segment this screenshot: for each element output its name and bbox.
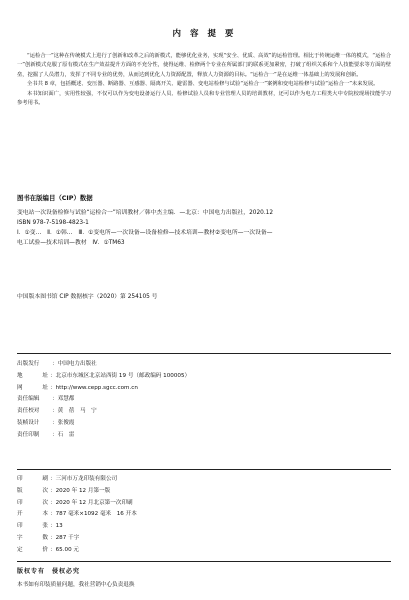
info-label: 印刷	[17, 476, 48, 482]
info-row: 字数 ： 287 千字	[17, 533, 391, 545]
cip-line: ISBN 978-7-5198-4823-1	[17, 220, 89, 226]
info-label: 定价	[17, 546, 48, 553]
cip-block	[17, 193, 391, 248]
info-label: 责任印制	[17, 431, 40, 438]
info-row: 印张 ： 13	[17, 521, 391, 533]
divider	[17, 561, 391, 562]
info-value: 287 千字	[55, 534, 80, 541]
info-row: 责任编辑 ： 邓慧都	[17, 394, 391, 406]
info-label: 地址	[17, 372, 48, 379]
cip-line: 变电站一次设备检修与试验“运检合一”培训教材／韩中杰主编．—北京：中国电力出版社，2020.12	[17, 210, 274, 216]
info-row: 出版发行 ： 中国电力出版社	[17, 359, 391, 371]
info-value: 787 毫米×1092 毫米 16 开本	[55, 511, 137, 518]
publication-info	[17, 359, 391, 442]
cip-line: Ⅰ．①变… Ⅱ．①韩… Ⅲ．①变电所—一次设备—设备检修—技术培训—教材②变电所—一次设备—	[17, 230, 273, 236]
info-label: 责任校对	[17, 408, 40, 415]
info-label: 装帧设计	[17, 419, 40, 426]
info-label: 印张	[17, 523, 48, 530]
info-value: 三河市万龙印装有限公司	[55, 476, 118, 482]
info-value: 13	[55, 523, 63, 530]
abstract-paragraph: 本书知识面广，实用性较强，不仅可以作为变电设备运行人员、检修试验人员和专业管理人员的培训教材，还可以作为电力工程类大中专院校现场技能学习参考用书。	[17, 90, 391, 107]
info-row: 版次 ： 2020 年 12 月第一版	[17, 486, 391, 498]
info-label: 网址	[17, 384, 48, 391]
info-value: 中国电力出版社	[57, 361, 97, 367]
cip-data-number: 中国版本图书馆 CIP 数据核字（2020）第 254105 号	[17, 294, 158, 300]
info-value: 石 雷	[57, 431, 75, 438]
info-label: 开本	[17, 511, 48, 518]
info-row: 装帧设计 ： 张俊霞	[17, 418, 391, 430]
info-value: http://www.cepp.sgcc.com.cn	[55, 384, 138, 391]
info-row: 地址 ： 北京市东城区北京站西街 19 号（邮政编码 100005）	[17, 371, 391, 383]
info-label: 出版发行	[17, 361, 40, 367]
summary-heading: 内 容 提 要	[172, 29, 237, 39]
summary-abstract	[17, 52, 391, 108]
printing-info	[17, 474, 391, 557]
info-row: 网址 ： http://www.cepp.sgcc.com.cn	[17, 383, 391, 395]
divider	[17, 469, 391, 470]
info-row: 印刷 ： 三河市万龙印装有限公司	[17, 474, 391, 486]
cip-line: 电工试验—技术培训—教材 Ⅳ．①TM63	[17, 240, 125, 246]
info-row: 印次 ： 2020 年 12 月北京第一次印刷	[17, 498, 391, 510]
info-value: 邓慧都	[57, 396, 75, 403]
abstract-paragraph: 全书共 8 章，包括概述、变压器、断路器、互感器、隔离开关、避雷器、变电站检修与试验“运检合一”案例和变电站检修与试验“运检合一”未来发展。	[27, 81, 379, 88]
info-label: 字数	[17, 534, 48, 541]
info-value: 2020 年 12 月第一版	[55, 487, 111, 494]
info-value: 黄 蓓 马 宁	[57, 408, 97, 415]
rights-notice	[17, 566, 391, 588]
info-label: 责任编辑	[17, 396, 40, 403]
info-row: 责任校对 ： 黄 蓓 马 宁	[17, 406, 391, 418]
rights-title: 版权专有 侵权必究	[17, 568, 81, 575]
info-value: 北京市东城区北京站西街 19 号（邮政编码 100005）	[55, 372, 191, 379]
info-row: 定价 ： 65.00 元	[17, 545, 391, 557]
rights-text: 本书如有印装质量问题，我社营销中心负责退换	[17, 582, 135, 588]
info-value: 2020 年 12 月北京第一次印刷	[55, 499, 133, 506]
cip-title: 图书在版编目（CIP）数据	[17, 194, 93, 202]
abstract-paragraph: “运检合一”这种在传统模式上进行了创新和改革之后的新模式，能够优化业务，实现“安全、优质、高效”的运检管理。相比于传统运维一体的模式，“运检合一”创新模式克服了原有模式在生产效益提升方面的不充分性，使得运维、检修两个专业在所属部门的联系更加紧密，打破了组织关系和个人技能要求等方面的壁垒，挖掘了人员潜力，发挥了不同专业的优势，从而达到优化人力资源配置，释放人力资源的目标。“运检合一”是在运维一体基础上的发展和创新。	[17, 53, 391, 78]
info-label: 印次	[17, 499, 48, 506]
divider	[17, 353, 391, 354]
info-row: 责任印制 ： 石 雷	[17, 430, 391, 442]
info-value: 张俊霞	[57, 419, 75, 426]
info-label: 版次	[17, 487, 48, 494]
info-value: 65.00 元	[55, 546, 79, 553]
info-row: 开本 ： 787 毫米×1092 毫米 16 开本	[17, 509, 391, 521]
